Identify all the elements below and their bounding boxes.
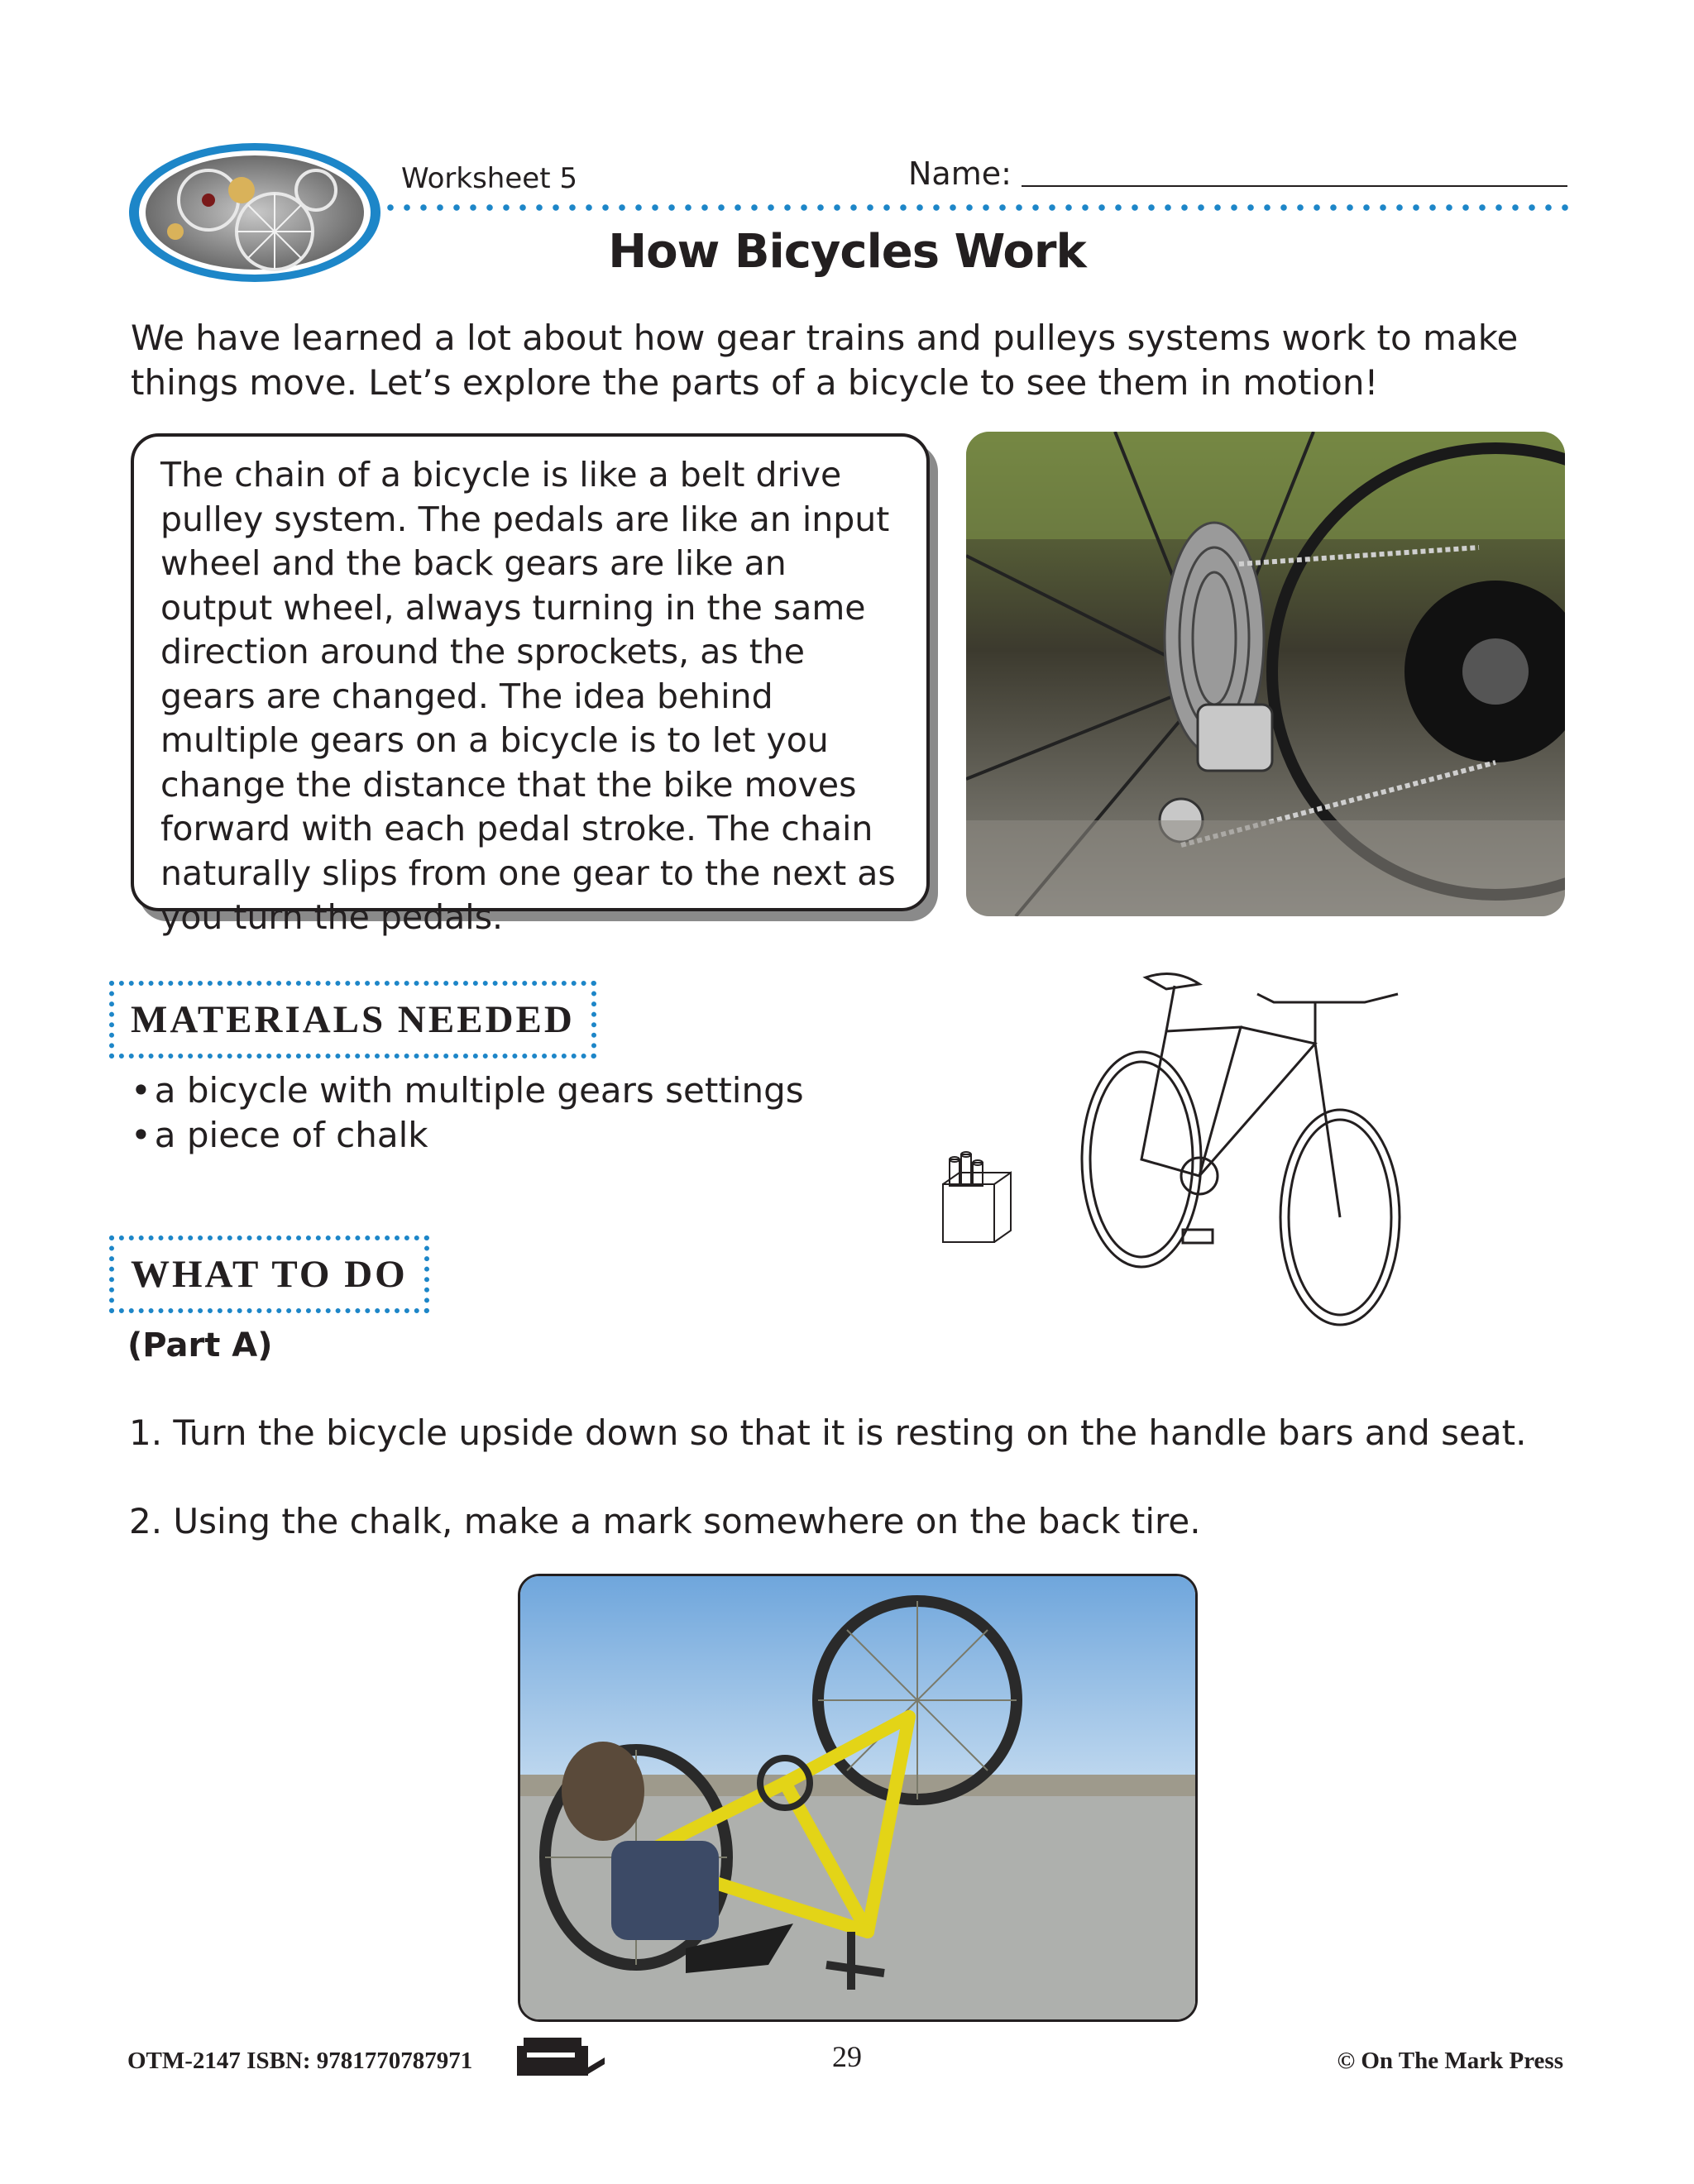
materials-header: MATERIALS NEEDED xyxy=(109,981,596,1059)
explanation-text: The chain of a bicycle is like a belt drive pulley system. The pedals are like an input wheel and the back gears are like an output wheel, always turning in the same direction around the sprockets, as the gears are changed. The idea behind multiple gears on a bicycle is to let you change the distance that the bike moves forward with each pedal stroke. The chain naturally slips from one gear to the next as you turn the pedals. xyxy=(160,455,896,937)
dotted-divider xyxy=(382,203,1573,212)
name-field[interactable] xyxy=(1022,185,1567,187)
intro-paragraph: We have learned a lot about how gear trains and pulleys systems work to make things move. Let’s explore the parts of a bicycle to see them in motion! xyxy=(131,318,1519,403)
materials-list xyxy=(131,1068,804,1158)
isbn-footer: OTM-2147 ISBN: 9781770787971 xyxy=(127,2048,473,2074)
what-to-do-header: WHAT TO DO xyxy=(109,1235,429,1313)
step-1: 1. Turn the bicycle upside down so that it is resting on the handle bars and seat. xyxy=(129,1412,1527,1453)
worksheet-label: Worksheet 5 xyxy=(401,162,577,195)
list-item: • a bicycle with multiple gears settings xyxy=(131,1068,804,1113)
chalk-box-drawing xyxy=(938,1148,1017,1247)
bicycle-line-drawing xyxy=(1067,953,1414,1350)
page-number: 29 xyxy=(832,2040,862,2073)
copyright: © On The Mark Press xyxy=(1337,2048,1563,2074)
explanation-box xyxy=(131,433,930,937)
step-2: 2. Using the chalk, make a mark somewhere on the back tire. xyxy=(129,1501,1201,1541)
name-label: Name: xyxy=(908,155,1012,192)
page-title: How Bicycles Work xyxy=(608,225,1086,279)
bicycle-gears-photo xyxy=(966,432,1565,916)
list-item: • a piece of chalk xyxy=(131,1113,804,1158)
part-label: (Part A) xyxy=(127,1326,273,1364)
upside-down-bicycle-photo xyxy=(518,1574,1198,2022)
